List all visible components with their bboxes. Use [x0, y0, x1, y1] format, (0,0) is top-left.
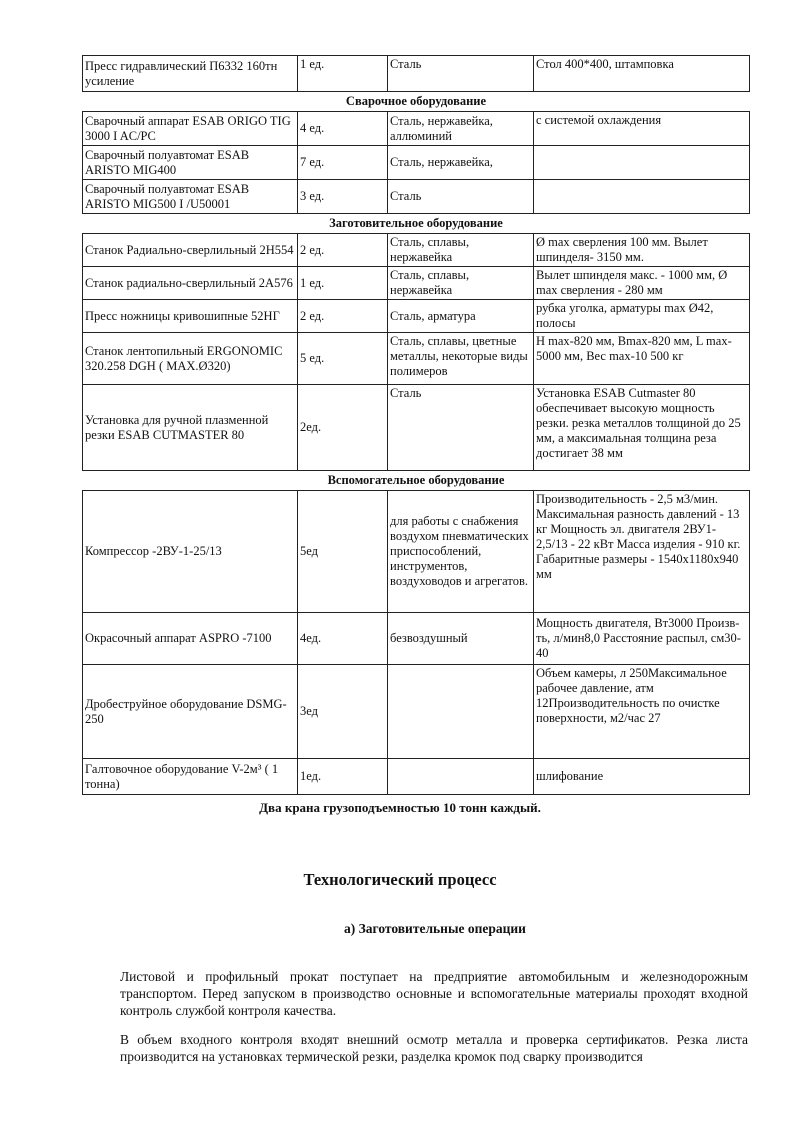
equipment-material: Сталь, сплавы, цветные металлы, некоторые виды полимеров [388, 333, 534, 385]
paragraph: В объем входного контроля входят внешний осмотр металла и проверка сертификатов. Резка листа производится на установках термической резки, разделка кромок под сварку производится [120, 1032, 748, 1064]
equipment-qty: 1ед. [298, 759, 388, 795]
equipment-qty: 1 ед. [298, 267, 388, 300]
section-title: Сварочное оборудование [83, 92, 750, 112]
equipment-specs: Мощность двигателя, Вт3000 Произв-ть, л/мин8,0 Расстояние распыл, см30-40 [534, 613, 750, 665]
table-row [83, 112, 750, 146]
cranes-note: Два крана грузоподъемностью 10 тонн каждый. [259, 800, 541, 815]
equipment-table [82, 55, 750, 795]
table-row [83, 300, 750, 333]
equipment-name: Установка для ручной плазменной резки ESAB CUTMASTER 80 [83, 385, 298, 471]
table-row [83, 613, 750, 665]
equipment-name: Станок лентопильный ERGONOMIC 320.258 DGH ( MAX.Ø320) [83, 333, 298, 385]
equipment-specs: Ø max сверления 100 мм. Вылет шпинделя- 3150 мм. [534, 234, 750, 267]
equipment-specs: рубка уголка, арматуры max Ø42, полосы [534, 300, 750, 333]
equipment-qty: 7 ед. [298, 146, 388, 180]
table-row [83, 759, 750, 795]
equipment-specs: Стол 400*400, штамповка [534, 56, 750, 92]
table-row [83, 267, 750, 300]
section-subheading: а) Заготовительные операции [344, 921, 526, 936]
table-row [83, 180, 750, 214]
section-header-row [83, 214, 750, 234]
equipment-qty: 4ед. [298, 613, 388, 665]
equipment-material: для работы с снабжения воздухом пневматических приспособлений, инструментов, воздуховодов и агрегатов. [388, 491, 534, 613]
equipment-name: Пресс гидравлический П6332 160тн усиление [83, 56, 298, 92]
table-row [83, 234, 750, 267]
equipment-specs: Вылет шпинделя макс. - 1000 мм, Ø max сверления - 280 мм [534, 267, 750, 300]
equipment-qty: 1 ед. [298, 56, 388, 92]
equipment-name: Галтовочное оборудование V-2м³ ( 1 тонна) [83, 759, 298, 795]
equipment-material: Сталь, нержавейка, аллюминий [388, 112, 534, 146]
equipment-qty: 4 ед. [298, 112, 388, 146]
equipment-specs [534, 146, 750, 180]
equipment-name: Дробеструйное оборудование DSMG-250 [83, 665, 298, 759]
section-title: Заготовительное оборудование [83, 214, 750, 234]
equipment-material: Сталь, нержавейка, [388, 146, 534, 180]
equipment-specs: Объем камеры, л 250Максимальное рабочее давление, атм 12Производительность по очистке поверхности, м2/час 27 [534, 665, 750, 759]
equipment-material: Сталь, арматура [388, 300, 534, 333]
table-row [83, 146, 750, 180]
section-header-row [83, 92, 750, 112]
equipment-material: Сталь, сплавы, нержавейка [388, 267, 534, 300]
equipment-name: Окрасочный аппарат ASPRO -7100 [83, 613, 298, 665]
equipment-material [388, 759, 534, 795]
equipment-name: Сварочный полуавтомат ESAB ARISTO MIG500 I /U50001 [83, 180, 298, 214]
equipment-specs: с системой охлаждения [534, 112, 750, 146]
equipment-qty: 2ед. [298, 385, 388, 471]
equipment-qty: 2 ед. [298, 234, 388, 267]
paragraph: Листовой и профильный прокат поступает на предприятие автомобильным и железнодорожным транспортом. Перед запуском в производство основные и вспомогательные материалы проходят входной контроль службой контроля качества. [120, 969, 748, 1018]
equipment-qty: 5 ед. [298, 333, 388, 385]
equipment-name: Станок радиально-сверлильный 2А576 [83, 267, 298, 300]
equipment-name: Компрессор -2ВУ-1-25/13 [83, 491, 298, 613]
equipment-specs: H max-820 мм, Bmax-820 мм, L max-5000 мм, Вес max-10 500 кг [534, 333, 750, 385]
table-row [83, 385, 750, 471]
equipment-material: безвоздушный [388, 613, 534, 665]
equipment-material: Сталь [388, 56, 534, 92]
equipment-name: Пресс ножницы кривошипные 52НГ [83, 300, 298, 333]
equipment-qty: 3ед [298, 665, 388, 759]
equipment-specs: Производительность - 2,5 м3/мин. Максимальная разность давлений - 13 кг Мощность эл. двигателя 2ВУ1-2,5/13 - 22 кВт Масса изделия - 910 кг. Габаритные размеры - 1540х1180х940 мм [534, 491, 750, 613]
equipment-material: Сталь [388, 385, 534, 471]
equipment-specs [534, 180, 750, 214]
equipment-qty: 5ед [298, 491, 388, 613]
table-row [83, 333, 750, 385]
equipment-name: Сварочный аппарат ESAB ORIGO TIG 3000 I AC/PC [83, 112, 298, 146]
equipment-specs: шлифование [534, 759, 750, 795]
equipment-name: Сварочный полуавтомат ESAB ARISTO MIG400 [83, 146, 298, 180]
table-row [83, 491, 750, 613]
section-title: Вспомогательное оборудование [83, 471, 750, 491]
equipment-material: Сталь, сплавы, нержавейка [388, 234, 534, 267]
equipment-material [388, 665, 534, 759]
equipment-qty: 3 ед. [298, 180, 388, 214]
table-row [83, 665, 750, 759]
section-header-row [83, 471, 750, 491]
equipment-material: Сталь [388, 180, 534, 214]
equipment-specs: Установка ESAB Cutmaster 80 обеспечивает высокую мощность резки. резка металлов толщиной до 25 мм, а максимальная толщина реза достигает 38 мм [534, 385, 750, 471]
equipment-qty: 2 ед. [298, 300, 388, 333]
page-title: Технологический процесс [303, 870, 497, 889]
equipment-name: Станок Радиально-сверлильный 2Н554 [83, 234, 298, 267]
table-row [83, 56, 750, 92]
